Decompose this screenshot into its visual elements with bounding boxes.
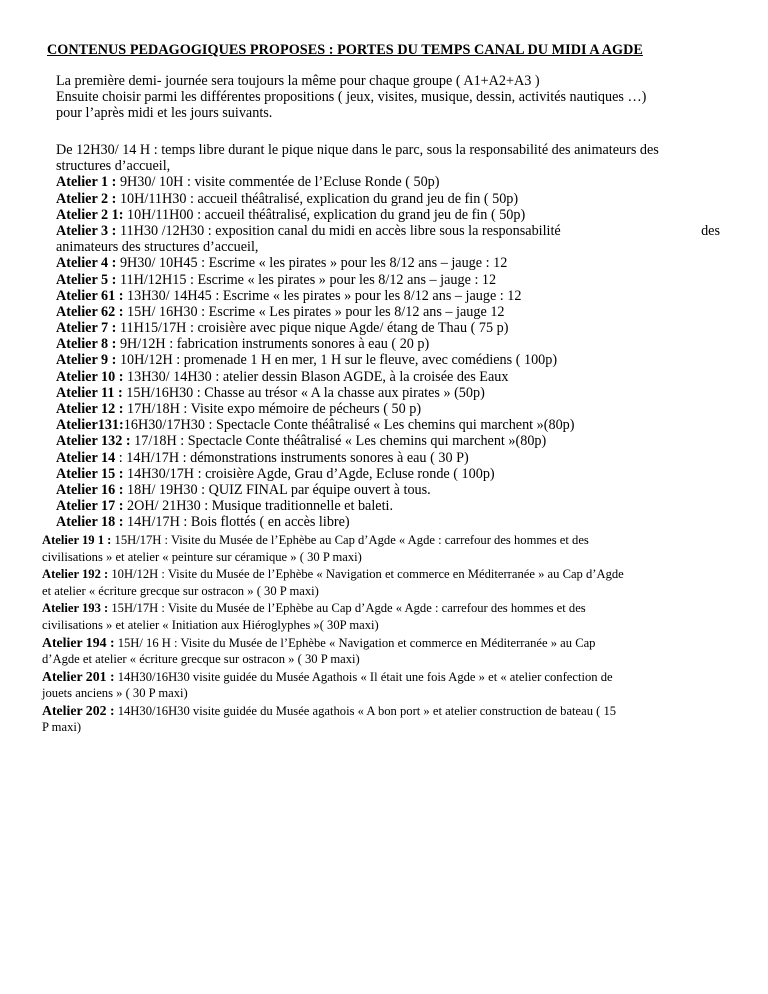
museum-atelier-item [42,702,732,719]
atelier-text: 10H/11H30 : accueil théâtralisé, explication du grand jeu de fin ( 50p) [116,190,519,207]
atelier-text: 15H/16H30 : Chasse au trésor « A la chasse aux pirates » (50p) [122,384,485,401]
atelier-label: Atelier 18 : [56,514,124,531]
atelier-text: 15H/ 16 H : Visite du Musée de l’Ephèbe « Navigation et commerce en Méditerranée » au Cap [117,636,596,650]
atelier-text: 14H30/17H : croisière Agde, Grau d’Agde, Ecluse ronde ( 100p) [123,465,495,482]
atelier-text: 14H30/16H30 visite guidée du Musée agathois « A bon port » et atelier construction de bateau ( 15 [117,704,617,718]
atelier-label: Atelier 16 : [56,481,124,498]
atelier-label: Atelier 14 [56,449,116,466]
atelier-label: Atelier 4 : [56,255,117,272]
atelier-label: Atelier 12 : [56,401,124,417]
atelier-label: Atelier 192 : [42,567,109,581]
atelier-item [56,336,720,352]
atelier-item [56,288,720,304]
atelier-label: Atelier 62 : [56,303,124,320]
atelier-item [56,255,720,271]
atelier-text: civilisations » et atelier « Initiation aux Hiéroglyphes »( 30P maxi) [42,618,379,632]
atelier-text: 15H/ 16H30 : Escrime « Les pirates » pour les 8/12 ans – jauge 12 [123,303,505,320]
atelier-text: 10H/11H00 : accueil théâtralisé, explication du grand jeu de fin ( 50p) [123,206,526,223]
atelier-item [56,514,720,530]
atelier-item [56,466,720,482]
atelier-item [56,433,720,449]
atelier-label: Atelier 15 : [56,465,124,482]
atelier-label: Atelier 194 : [42,635,115,650]
atelier-item [56,191,720,207]
atelier-text: 9H30/ 10H45 : Escrime « les pirates » pour les 8/12 ans – jauge : 12 [116,255,508,272]
atelier-item [56,482,720,498]
museum-atelier-item [42,600,732,617]
atelier-text: 10H/12H : Visite du Musée de l’Ephèbe « Navigation et commerce en Méditerranée » au Cap d’Agde [111,567,624,581]
atelier-text: jouets anciens » ( 30 P maxi) [42,686,188,700]
atelier-item [56,174,720,190]
atelier-item [56,401,720,417]
atelier-label: Atelier 10 : [56,368,124,385]
atelier-label: Atelier 3 : [56,222,117,239]
atelier-text: 9H/12H : fabrication instruments sonores à eau ( 20 p) [116,336,430,353]
atelier-label: Atelier 1 : [56,174,117,191]
intro-line: La première demi- journée sera toujours la même pour chaque groupe ( A1+A2+A3 ) [56,73,540,89]
atelier-text: 14H30/16H30 visite guidée du Musée Agathois « Il était une fois Agde » et « atelier confection de [117,670,613,684]
atelier-text: 9H30/ 10H : visite commentée de l’Ecluse Ronde ( 50p) [116,174,440,191]
page-title: CONTENUS PEDAGOGIQUES PROPOSES : PORTES DU TEMPS CANAL DU MIDI A AGDE [47,42,643,58]
lunch-note: structures d’accueil, [56,158,171,175]
museum-atelier-item [42,532,732,549]
atelier-label: Atelier 202 : [42,703,115,718]
atelier-text: 15H/17H : Visite du Musée de l’Ephèbe au Cap d’Agde « Agde : carrefour des hommes et des [114,533,589,547]
atelier-label: Atelier 5 : [56,271,117,288]
atelier-item [56,304,720,320]
atelier-label: Atelier 2 1: [56,206,124,223]
atelier-item [56,272,720,288]
atelier-label: Atelier 9 : [56,352,117,369]
atelier-text: P maxi) [42,720,82,734]
atelier-text: 11H/12H15 : Escrime « les pirates » pour les 8/12 ans – jauge : 12 [116,271,497,288]
atelier-label: Atelier 8 : [56,336,117,353]
atelier-item [56,223,720,239]
atelier-item [56,207,720,223]
atelier-item [56,498,720,514]
atelier-text: animateurs des structures d’accueil, [56,239,259,256]
atelier-text: et atelier « écriture grecque sur ostracon » ( 30 P maxi) [42,584,319,598]
atelier-label: Atelier131: [56,417,124,434]
intro-paragraph [56,73,720,122]
museum-atelier-item [42,668,732,685]
atelier-label: Atelier 61 : [56,287,124,304]
atelier-text: civilisations » et atelier « peinture sur céramique » ( 30 P maxi) [42,550,362,564]
atelier-item [56,385,720,401]
atelier-text: 15H/17H : Visite du Musée de l’Ephèbe au Cap d’Agde « Agde : carrefour des hommes et des [111,601,586,615]
atelier-text: 17/18H : Spectacle Conte théâtralisé « Les chemins qui marchent »(80p) [130,433,547,450]
lunch-note: De 12H30/ 14 H : temps libre durant le pique nique dans le parc, sous la responsabilité des animateurs des [56,142,659,158]
atelier-item [56,369,720,385]
atelier-text: 11H15/17H : croisière avec pique nique Agde/ étang de Thau ( 75 p) [116,320,509,337]
atelier-list [56,142,720,531]
atelier-text: 17H/18H : Visite expo mémoire de pécheurs ( 50 p) [123,401,422,417]
atelier-item [56,320,720,336]
atelier-label: Atelier 193 : [42,601,109,615]
atelier-text: 2OH/ 21H30 : Musique traditionnelle et baleti. [123,498,394,515]
intro-line: Ensuite choisir parmi les différentes propositions ( jeux, visites, musique, dessin, activités nautiques …) [56,89,647,106]
atelier-text: 13H30/ 14H45 : Escrime « les pirates » pour les 8/12 ans – jauge : 12 [123,287,522,304]
atelier-label: Atelier 132 : [56,433,131,450]
atelier-text: 14H/17H : Bois flottés ( en accès libre) [123,514,350,531]
atelier-label: Atelier 201 : [42,669,115,684]
atelier-text: 13H30/ 14H30 : atelier dessin Blason AGDE, à la croisée des Eaux [123,368,509,385]
atelier-text: 11H30 /12H30 : exposition canal du midi en accès libre sous la responsabilité [119,222,561,239]
atelier-text: 10H/12H : promenade 1 H en mer, 1 H sur le fleuve, avec comédiens ( 100p) [116,352,558,369]
museum-list [42,532,732,736]
atelier-item [56,352,720,368]
museum-atelier-item [42,634,732,651]
atelier-label: Atelier 17 : [56,498,124,515]
atelier-item [56,450,720,466]
atelier-label: Atelier 11 : [56,384,123,401]
intro-line: pour l’après midi et les jours suivants. [56,105,273,122]
atelier-text: 18H/ 19H30 : QUIZ FINAL par équipe ouvert à tous. [123,481,431,498]
atelier-item [56,417,720,433]
atelier-label: Atelier 2 : [56,190,117,207]
atelier-text: d’Agde et atelier « écriture grecque sur ostracon » ( 30 P maxi) [42,652,360,666]
atelier-text: : 14H/17H : démonstrations instruments sonores à eau ( 30 P) [115,449,469,466]
atelier-label: Atelier 19 1 : [42,533,112,547]
atelier-text: 16H30/17H30 : Spectacle Conte théâtralisé « Les chemins qui marchent »(80p) [123,417,575,434]
atelier-label: Atelier 7 : [56,320,117,337]
atelier-text: des [701,222,720,239]
museum-atelier-item [42,566,732,583]
